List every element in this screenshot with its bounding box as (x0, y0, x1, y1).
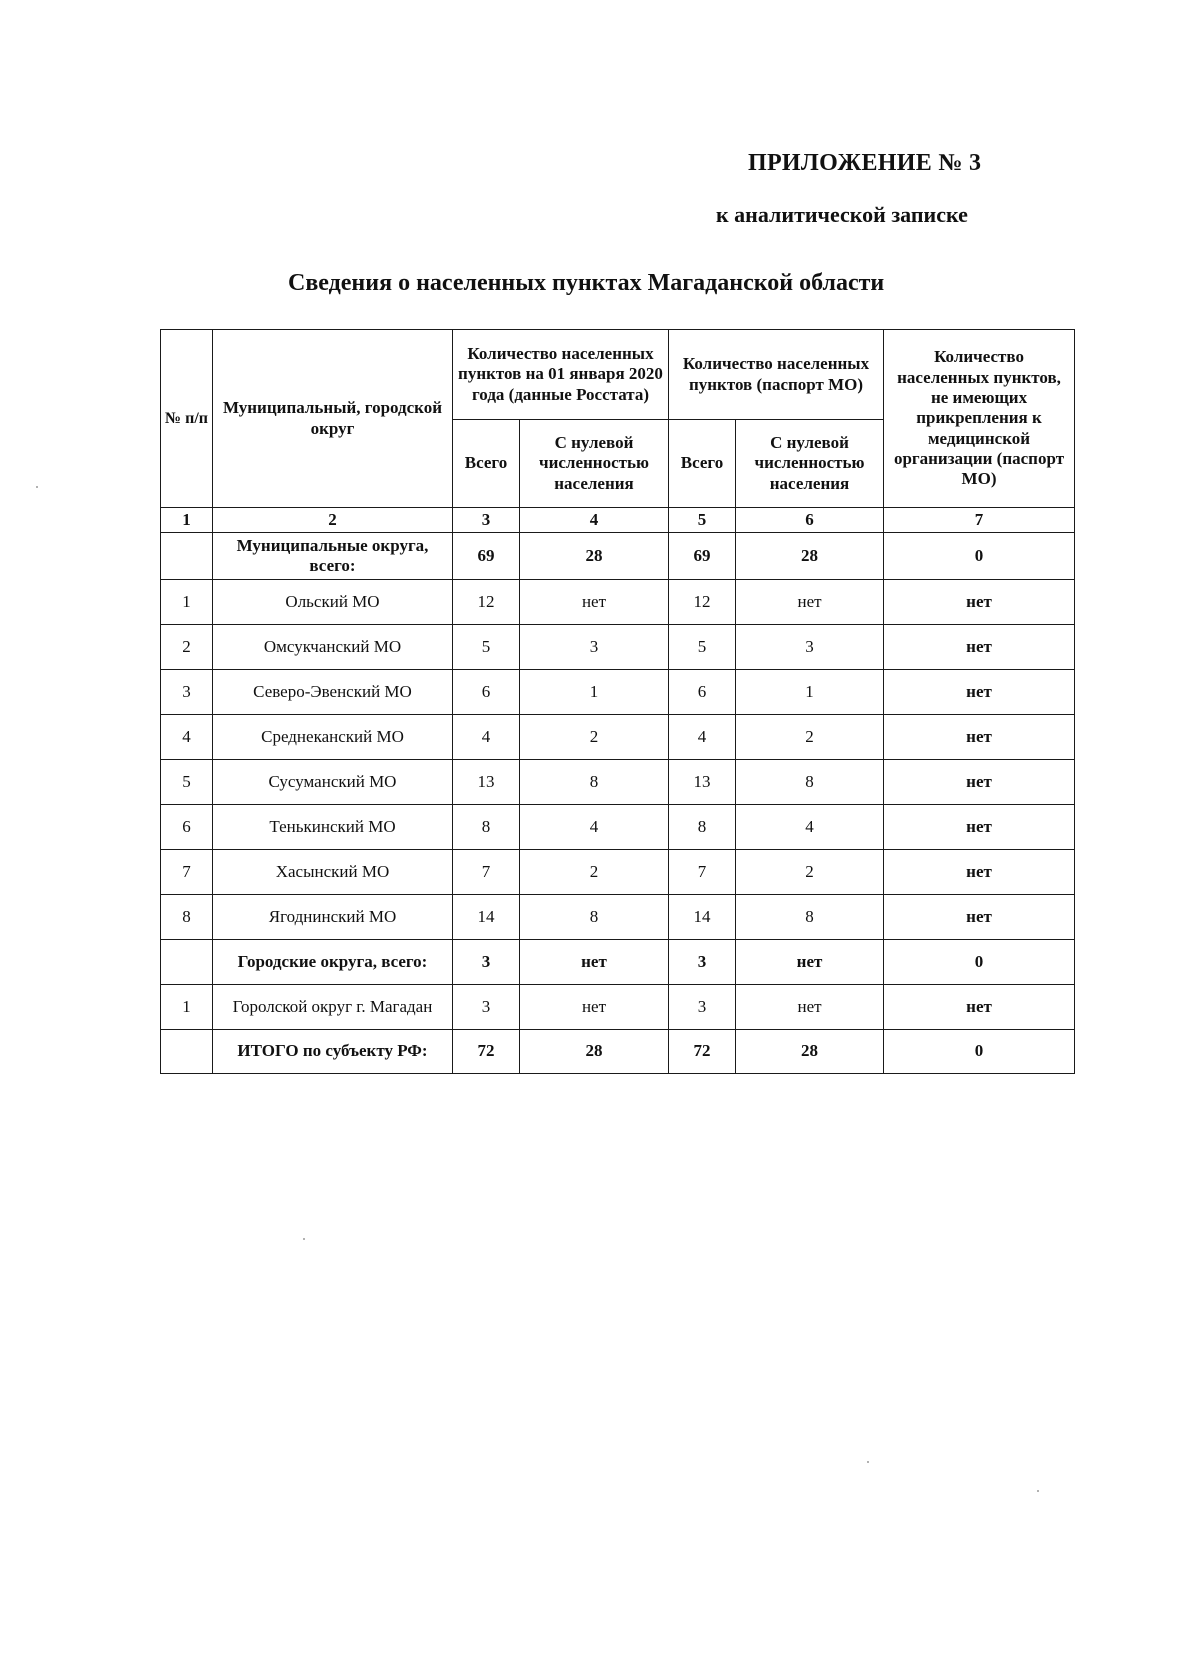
row-rosstat-total: 3 (453, 940, 520, 985)
row-unattached: нет (884, 760, 1075, 805)
row-passport-zero: 8 (736, 760, 884, 805)
header-rosstat-zero: С нулевой численностью населения (520, 420, 669, 508)
scan-speck (867, 1461, 869, 1463)
appendix-subtitle: к аналитической записке (716, 202, 968, 227)
row-passport-total: 6 (669, 670, 736, 715)
row-passport-total: 13 (669, 760, 736, 805)
row-num: 2 (161, 625, 213, 670)
row-unattached: нет (884, 895, 1075, 940)
row-rosstat-total: 69 (453, 533, 520, 580)
row-passport-zero: нет (736, 940, 884, 985)
row-num: 4 (161, 715, 213, 760)
row-passport-total: 69 (669, 533, 736, 580)
row-passport-zero: 4 (736, 805, 884, 850)
row-rosstat-zero: 28 (520, 1030, 669, 1074)
row-rosstat-total: 72 (453, 1030, 520, 1074)
table-row-city-total (161, 940, 1075, 985)
row-unattached: нет (884, 670, 1075, 715)
row-rosstat-total: 6 (453, 670, 520, 715)
row-passport-total: 72 (669, 1030, 736, 1074)
row-unattached: 0 (884, 940, 1075, 985)
row-name: Среднеканский МО (213, 715, 453, 760)
row-unattached: нет (884, 805, 1075, 850)
row-unattached: нет (884, 715, 1075, 760)
row-passport-zero: 28 (736, 533, 884, 580)
table-row-grand-total (161, 1030, 1075, 1074)
column-number-row (161, 508, 1075, 533)
row-unattached: 0 (884, 533, 1075, 580)
row-passport-total: 7 (669, 850, 736, 895)
row-unattached: 0 (884, 1030, 1075, 1074)
row-name: Омсукчанский МО (213, 625, 453, 670)
row-passport-zero: 28 (736, 1030, 884, 1074)
row-unattached: нет (884, 850, 1075, 895)
table-row (161, 580, 1075, 625)
row-num: 5 (161, 760, 213, 805)
row-rosstat-zero: 1 (520, 670, 669, 715)
header-unattached: Количество населенных пунктов, не имеющих прикрепления к медицинской организации (паспорт МО) (884, 330, 1075, 508)
row-unattached: нет (884, 625, 1075, 670)
row-passport-total: 5 (669, 625, 736, 670)
row-rosstat-total: 3 (453, 985, 520, 1030)
row-num: 1 (161, 580, 213, 625)
row-passport-total: 14 (669, 895, 736, 940)
row-num: 8 (161, 895, 213, 940)
row-rosstat-zero: 28 (520, 533, 669, 580)
column-number: 2 (213, 508, 453, 533)
row-name: Хасынский МО (213, 850, 453, 895)
row-unattached: нет (884, 985, 1075, 1030)
table-row (161, 850, 1075, 895)
row-rosstat-total: 5 (453, 625, 520, 670)
column-number: 1 (161, 508, 213, 533)
column-number: 4 (520, 508, 669, 533)
appendix-title: ПРИЛОЖЕНИЕ № 3 (748, 150, 982, 176)
row-rosstat-zero: нет (520, 940, 669, 985)
row-num: 7 (161, 850, 213, 895)
row-passport-zero: 1 (736, 670, 884, 715)
row-name: ИТОГО по субъекту РФ: (213, 1030, 453, 1074)
scan-speck (36, 486, 38, 488)
column-number: 5 (669, 508, 736, 533)
row-rosstat-total: 13 (453, 760, 520, 805)
row-passport-zero: 3 (736, 625, 884, 670)
row-num: 3 (161, 670, 213, 715)
scan-speck (1037, 1490, 1039, 1492)
row-unattached: нет (884, 580, 1075, 625)
row-passport-zero: 8 (736, 895, 884, 940)
row-rosstat-zero: 3 (520, 625, 669, 670)
column-number: 6 (736, 508, 884, 533)
row-name: Муниципальные округа, всего: (213, 533, 453, 580)
row-passport-zero: 2 (736, 715, 884, 760)
row-rosstat-total: 4 (453, 715, 520, 760)
row-rosstat-zero: 8 (520, 760, 669, 805)
header-passport-group: Количество населенных пунктов (паспорт МО) (669, 330, 884, 420)
row-name: Ольский МО (213, 580, 453, 625)
row-name: Городские округа, всего: (213, 940, 453, 985)
header-num: № п/п (161, 330, 213, 508)
row-passport-zero: 2 (736, 850, 884, 895)
row-rosstat-zero: нет (520, 580, 669, 625)
scan-speck (303, 1238, 305, 1240)
table-row (161, 760, 1075, 805)
header-passport-zero: С нулевой численностью населения (736, 420, 884, 508)
row-passport-total: 12 (669, 580, 736, 625)
row-name: Ягоднинский МО (213, 895, 453, 940)
header-passport-total: Всего (669, 420, 736, 508)
row-name: Тенькинский МО (213, 805, 453, 850)
row-passport-zero: нет (736, 985, 884, 1030)
row-rosstat-total: 8 (453, 805, 520, 850)
document-heading: Сведения о населенных пунктах Магаданской области (288, 270, 885, 296)
row-rosstat-zero: нет (520, 985, 669, 1030)
row-rosstat-total: 12 (453, 580, 520, 625)
table-row-municipal-total (161, 533, 1075, 580)
row-rosstat-zero: 8 (520, 895, 669, 940)
row-name: Сусуманский МО (213, 760, 453, 805)
row-rosstat-total: 14 (453, 895, 520, 940)
row-rosstat-zero: 2 (520, 715, 669, 760)
row-num: 6 (161, 805, 213, 850)
table-row (161, 625, 1075, 670)
row-rosstat-total: 7 (453, 850, 520, 895)
column-number: 7 (884, 508, 1075, 533)
row-rosstat-zero: 2 (520, 850, 669, 895)
table-row (161, 715, 1075, 760)
header-rosstat-total: Всего (453, 420, 520, 508)
row-num: 1 (161, 985, 213, 1030)
row-passport-total: 4 (669, 715, 736, 760)
header-rosstat-group: Количество населенных пунктов на 01 января 2020 года (данные Росстата) (453, 330, 669, 420)
row-name: Горолской округ г. Магадан (213, 985, 453, 1030)
header-district: Муниципальный, городской округ (213, 330, 453, 508)
header-row-1 (161, 330, 1075, 420)
row-passport-zero: нет (736, 580, 884, 625)
row-num (161, 1030, 213, 1074)
row-num (161, 940, 213, 985)
row-passport-total: 8 (669, 805, 736, 850)
row-num (161, 533, 213, 580)
table-row (161, 670, 1075, 715)
row-name: Северо-Эвенский МО (213, 670, 453, 715)
column-number: 3 (453, 508, 520, 533)
row-rosstat-zero: 4 (520, 805, 669, 850)
table-row (161, 805, 1075, 850)
settlements-table (160, 329, 1075, 1074)
row-passport-total: 3 (669, 985, 736, 1030)
table-row (161, 985, 1075, 1030)
table-row (161, 895, 1075, 940)
row-passport-total: 3 (669, 940, 736, 985)
